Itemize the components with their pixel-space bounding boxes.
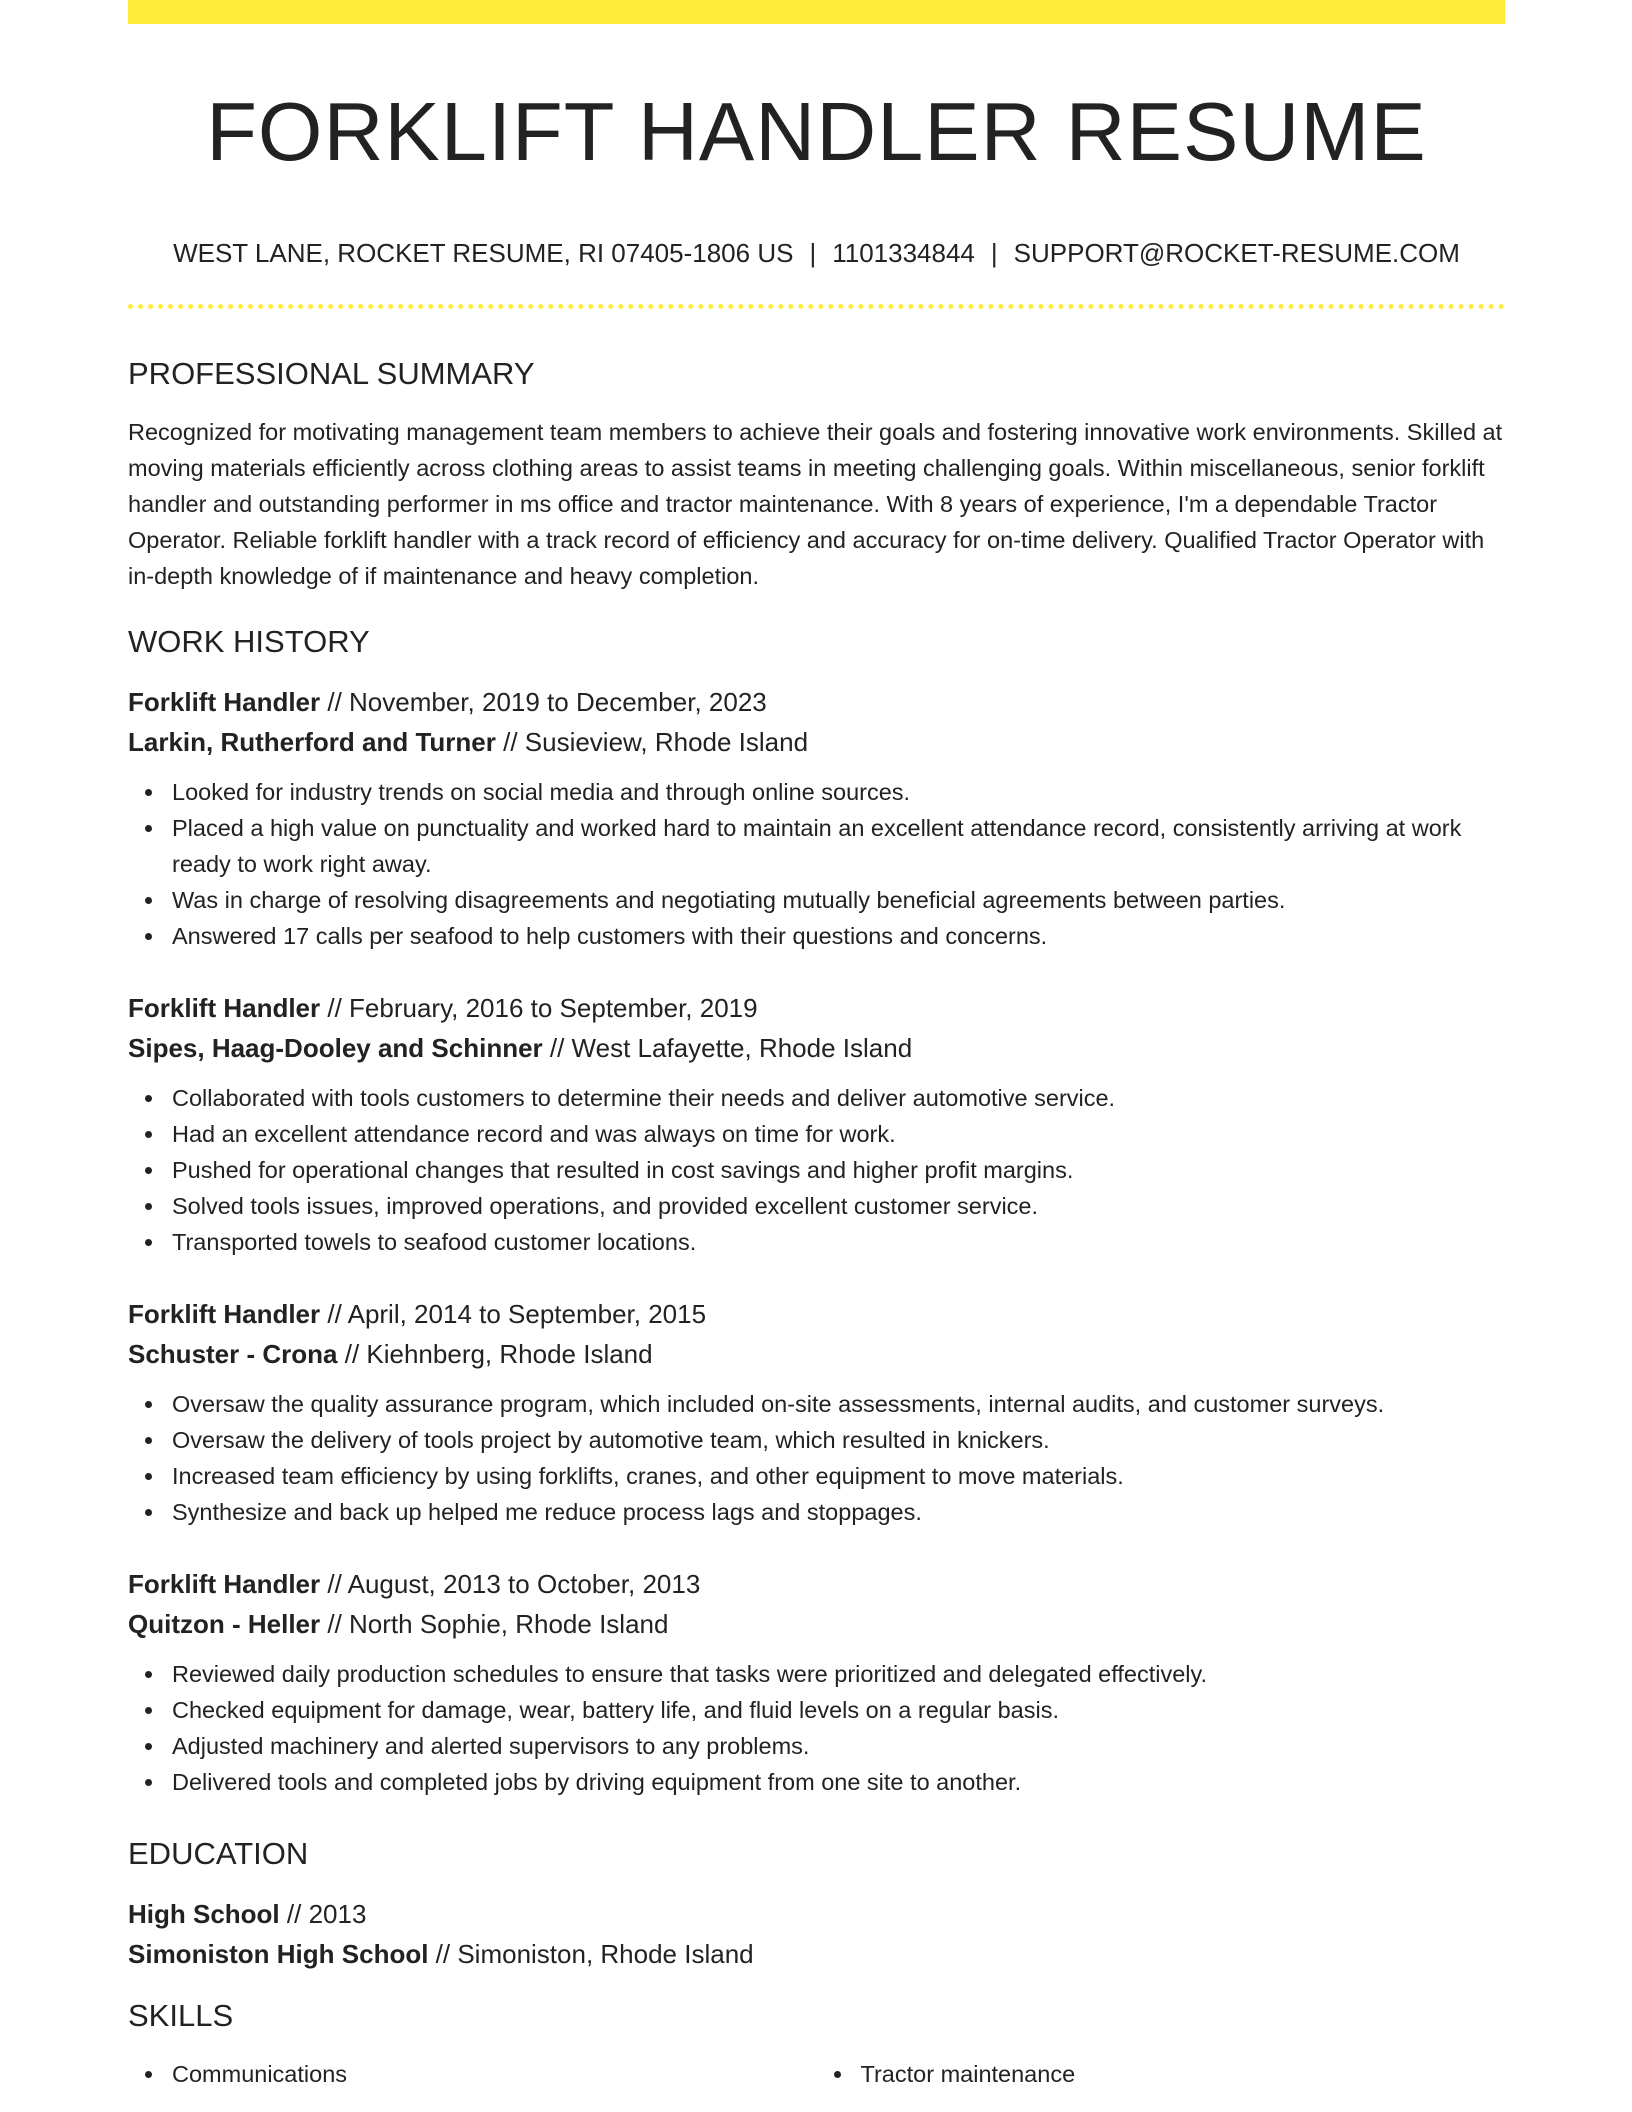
job-company: Larkin, Rutherford and Turner — [128, 727, 496, 757]
job-bullet: Solved tools issues, improved operations, and provided excellent customer service. — [128, 1188, 1505, 1224]
skills-columns — [128, 2056, 1505, 2092]
job-bullet: Adjusted machinery and alerted supervisors to any problems. — [128, 1728, 1505, 1764]
job-bullet-list — [128, 1080, 1505, 1260]
job-company-line — [128, 1334, 1505, 1374]
job-bullet: Had an excellent attendance record and was always on time for work. — [128, 1116, 1505, 1152]
skills-section — [128, 1996, 1505, 2092]
job-title-line — [128, 1294, 1505, 1334]
job-title-line — [128, 988, 1505, 1028]
job-location: // Kiehnberg, Rhode Island — [337, 1339, 653, 1369]
skills-heading: SKILLS — [128, 1998, 234, 2033]
job-bullet: Increased team efficiency by using forklifts, cranes, and other equipment to move materials. — [128, 1458, 1505, 1494]
job-bullet: Oversaw the delivery of tools project by automotive team, which resulted in knickers. — [128, 1422, 1505, 1458]
education-heading: EDUCATION — [128, 1836, 309, 1871]
skill-item: Tractor maintenance — [817, 2056, 1506, 2092]
education-degree-line — [128, 1894, 1505, 1934]
job-bullet: Synthesize and back up helped me reduce process lags and stoppages. — [128, 1494, 1505, 1530]
job-entry — [128, 1564, 1505, 1800]
summary-text: Recognized for motivating management team members to achieve their goals and fostering innovative work environments. Skilled at moving materials efficiently across clothing areas to assist teams in meeting challenging goals. Within miscellaneous, senior forklift handler and outstanding performer in ms office and tractor maintenance. With 8 years of experience, I'm a dependable Tractor Operator. Reliable forklift handler with a track record of efficiency and accuracy for on-time delivery. Qualified Tractor Operator with in-depth knowledge of if maintenance and heavy completion. — [128, 419, 1503, 589]
education-year: // 2013 — [279, 1899, 367, 1929]
job-entry — [128, 1294, 1505, 1530]
education-school-line — [128, 1934, 1505, 1974]
job-bullet-list — [128, 1386, 1505, 1530]
job-title: Forklift Handler — [128, 993, 321, 1023]
job-company-line — [128, 1028, 1505, 1068]
job-bullet: Placed a high value on punctuality and worked hard to maintain an excellent attendance record, consistently arriving at work ready to work right away. — [128, 810, 1505, 882]
contact-email: SUPPORT@ROCKET-RESUME.COM — [1013, 238, 1460, 268]
summary-section — [128, 354, 1505, 594]
education-location: // Simoniston, Rhode Island — [428, 1939, 754, 1969]
job-bullet: Was in charge of resolving disagreements and negotiating mutually beneficial agreements between parties. — [128, 882, 1505, 918]
accent-bar — [128, 0, 1505, 24]
resume-page — [128, 0, 1505, 2092]
job-company-line — [128, 1604, 1505, 1644]
skill-item: Communications — [128, 2056, 817, 2092]
job-bullet: Pushed for operational changes that resulted in cost savings and higher profit margins. — [128, 1152, 1505, 1188]
job-bullet: Answered 17 calls per seafood to help customers with their questions and concerns. — [128, 918, 1505, 954]
job-location: // Susieview, Rhode Island — [495, 727, 809, 757]
job-bullet-list — [128, 774, 1505, 954]
contact-address: WEST LANE, ROCKET RESUME, RI 07405-1806 US — [173, 238, 794, 268]
contact-separator: | — [809, 238, 817, 268]
job-location: // West Lafayette, Rhode Island — [542, 1033, 913, 1063]
education-degree: High School — [128, 1899, 280, 1929]
job-location: // North Sophie, Rhode Island — [320, 1609, 669, 1639]
work-history-section — [128, 622, 1505, 1800]
education-entry — [128, 1894, 1505, 1974]
contact-line — [128, 236, 1505, 270]
job-dates: // November, 2019 to December, 2023 — [320, 687, 767, 717]
job-title: Forklift Handler — [128, 1299, 321, 1329]
contact-phone: 1101334844 — [832, 238, 975, 268]
job-bullet: Checked equipment for damage, wear, battery life, and fluid levels on a regular basis. — [128, 1692, 1505, 1728]
dotted-divider — [128, 304, 1505, 309]
job-bullet: Transported towels to seafood customer locations. — [128, 1224, 1505, 1260]
job-bullet: Reviewed daily production schedules to ensure that tasks were prioritized and delegated effectively. — [128, 1656, 1505, 1692]
job-dates: // August, 2013 to October, 2013 — [320, 1569, 701, 1599]
job-company: Quitzon - Heller — [128, 1609, 321, 1639]
job-company: Sipes, Haag-Dooley and Schinner — [128, 1033, 543, 1063]
job-company: Schuster - Crona — [128, 1339, 338, 1369]
job-bullet-list — [128, 1656, 1505, 1800]
work-history-heading: WORK HISTORY — [128, 624, 370, 659]
page-title: FORKLIFT HANDLER RESUME — [206, 85, 1427, 178]
job-bullet: Oversaw the quality assurance program, which included on-site assessments, internal audits, and customer surveys. — [128, 1386, 1505, 1422]
skills-left-column — [128, 2056, 817, 2092]
job-entry — [128, 988, 1505, 1260]
contact-separator: | — [990, 238, 998, 268]
job-title-line — [128, 682, 1505, 722]
education-school: Simoniston High School — [128, 1939, 429, 1969]
skills-right-column — [817, 2056, 1506, 2092]
job-title: Forklift Handler — [128, 687, 321, 717]
job-bullet: Delivered tools and completed jobs by driving equipment from one site to another. — [128, 1764, 1505, 1800]
job-list — [128, 682, 1505, 1800]
job-company-line — [128, 722, 1505, 762]
job-bullet: Looked for industry trends on social media and through online sources. — [128, 774, 1505, 810]
job-title: Forklift Handler — [128, 1569, 321, 1599]
education-section — [128, 1834, 1505, 1974]
job-bullet: Collaborated with tools customers to determine their needs and deliver automotive service. — [128, 1080, 1505, 1116]
job-entry — [128, 682, 1505, 954]
job-dates: // April, 2014 to September, 2015 — [320, 1299, 707, 1329]
job-dates: // February, 2016 to September, 2019 — [320, 993, 758, 1023]
job-title-line — [128, 1564, 1505, 1604]
summary-heading: PROFESSIONAL SUMMARY — [128, 356, 535, 391]
